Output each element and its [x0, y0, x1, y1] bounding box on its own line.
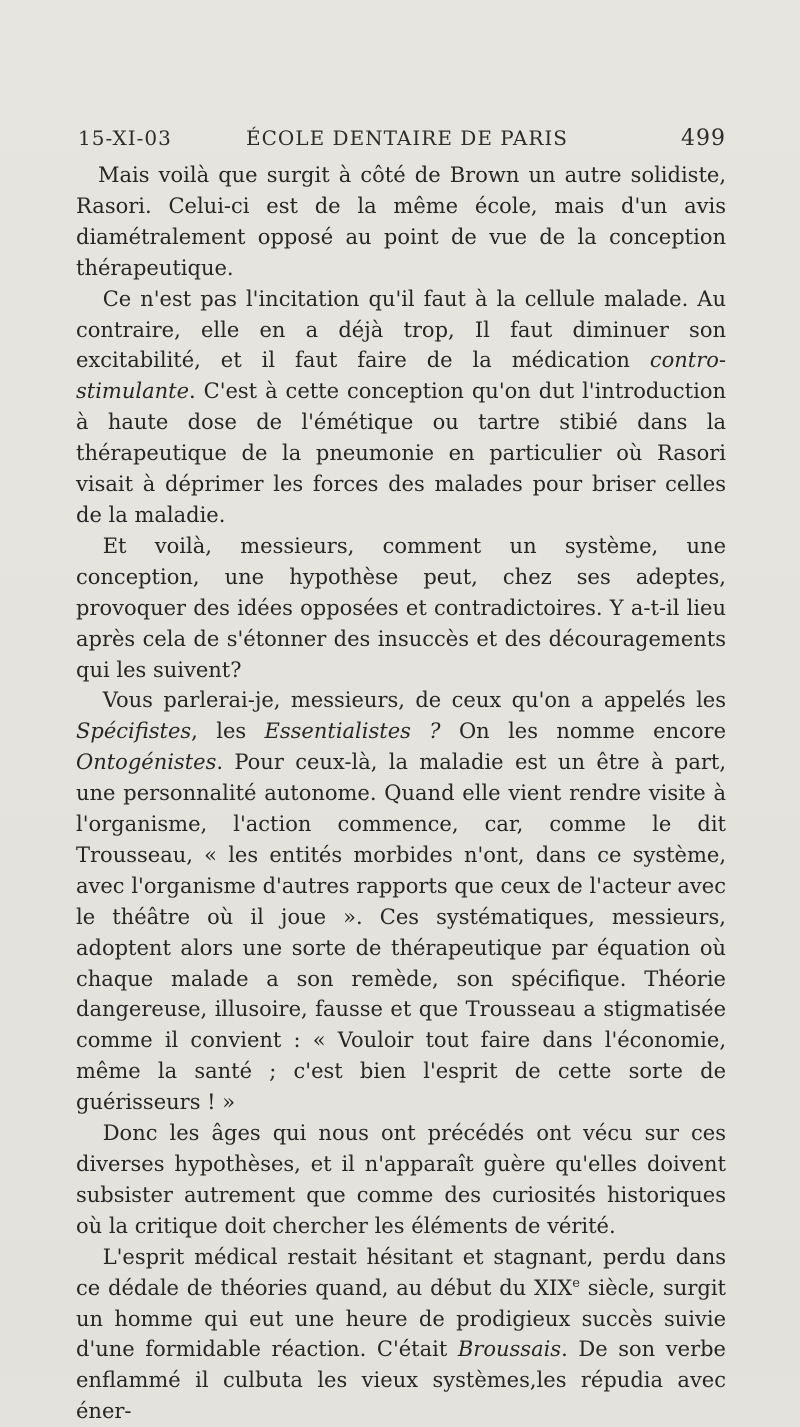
paragraph: [76, 284, 726, 531]
italic-term: Spécifistes: [76, 719, 192, 744]
italic-term: Broussais: [457, 1337, 562, 1362]
text-segment: Donc les âges qui nous ont précédés ont vécu sur ces diverses hypothèses, et il n'apparaît guère qu'elles doivent subsister autrement que comme des curiosités historiques où la critique doit chercher les éléments de vérité.: [76, 1121, 726, 1238]
italic-term: contro-stimulante: [76, 348, 726, 404]
text-segment: On les nomme encore: [440, 719, 727, 744]
text-segment: Vous parlerai-je, messieurs, de ceux qu'on a appelés les: [102, 688, 726, 713]
text-segment: Ce n'est pas l'incitation qu'il faut à la cellule malade. Au contraire, elle en a déjà trop, Il faut diminuer son excitabilité, et il faut faire de la médication: [76, 286, 726, 373]
italic-term: Ontogénistes: [76, 750, 217, 775]
superscript: e: [572, 1275, 580, 1291]
text-segment: , les: [191, 719, 265, 744]
text-segment: . De son verbe enflammé il culbuta les vieux systèmes,les répudia avec éner-: [76, 1337, 726, 1424]
text-segment: . Pour ceux-là, la maladie est un être à part, une personnalité autonome. Quand elle vient rendre visite à l'organisme, l'action commence, car, comme le dit Trousseau, « les entités morbides n'ont, dans ce système, avec l'organisme d'autres rapports que ceux de l'acteur avec le théâtre où il joue ». Ces systématiques, messieurs, adoptent alors une sorte de thérapeutique par équation où chaque malade a son remède, son spécifique. Théorie dangereuse, illusoire, fausse et que Trousseau a stigmatisée comme il convient : « Vouloir tout faire dans l'économie, même la santé ; c'est bien l'esprit de cette sorte de guérisseurs ! »: [76, 750, 726, 1115]
header-date: 15-XI-03: [78, 126, 172, 150]
italic-term: Essentialistes ?: [264, 719, 441, 744]
text-segment: Et voilà, messieurs, comment un système, une conception, une hypothèse peut, chez ses adeptes, provoquer des idées opposées et contradictoires. Y a-t-il lieu après cela de s'étonner des insuccès et des découragements qui les suivent?: [76, 533, 726, 682]
text-segment: . C'est à cette conception qu'on dut l'introduction à haute dose de l'émétique ou tartre stibié dans la thérapeutique de la pneumonie en particulier où Rasori visait à déprimer les forces des malades pour briser celles de la maladie.: [76, 379, 726, 527]
paragraph: [76, 685, 726, 1118]
text-segment: Mais voilà que surgit à côté de Brown un autre solidiste, Rasori. Celui-ci est de la même école, mais d'un avis diamétralement opposé au point de vue de la conception thérapeutique.: [76, 163, 726, 280]
paragraph: [76, 160, 726, 284]
text-segment: siècle, surgit un homme qui eut une heure de prodigieux succès suivie d'une formidable réaction. C'était: [76, 1275, 726, 1362]
paragraph: [76, 531, 726, 686]
body-text: [76, 160, 726, 1427]
paragraph: [76, 1242, 726, 1427]
page-number: 499: [681, 126, 726, 151]
text-segment: L'esprit médical restait hésitant et stagnant, perdu dans ce dédale de théories quand, au début du XIX: [76, 1244, 726, 1300]
paragraph: [76, 1118, 726, 1242]
running-header: [78, 126, 726, 152]
header-title: ÉCOLE DENTAIRE DE PARIS: [246, 126, 568, 150]
